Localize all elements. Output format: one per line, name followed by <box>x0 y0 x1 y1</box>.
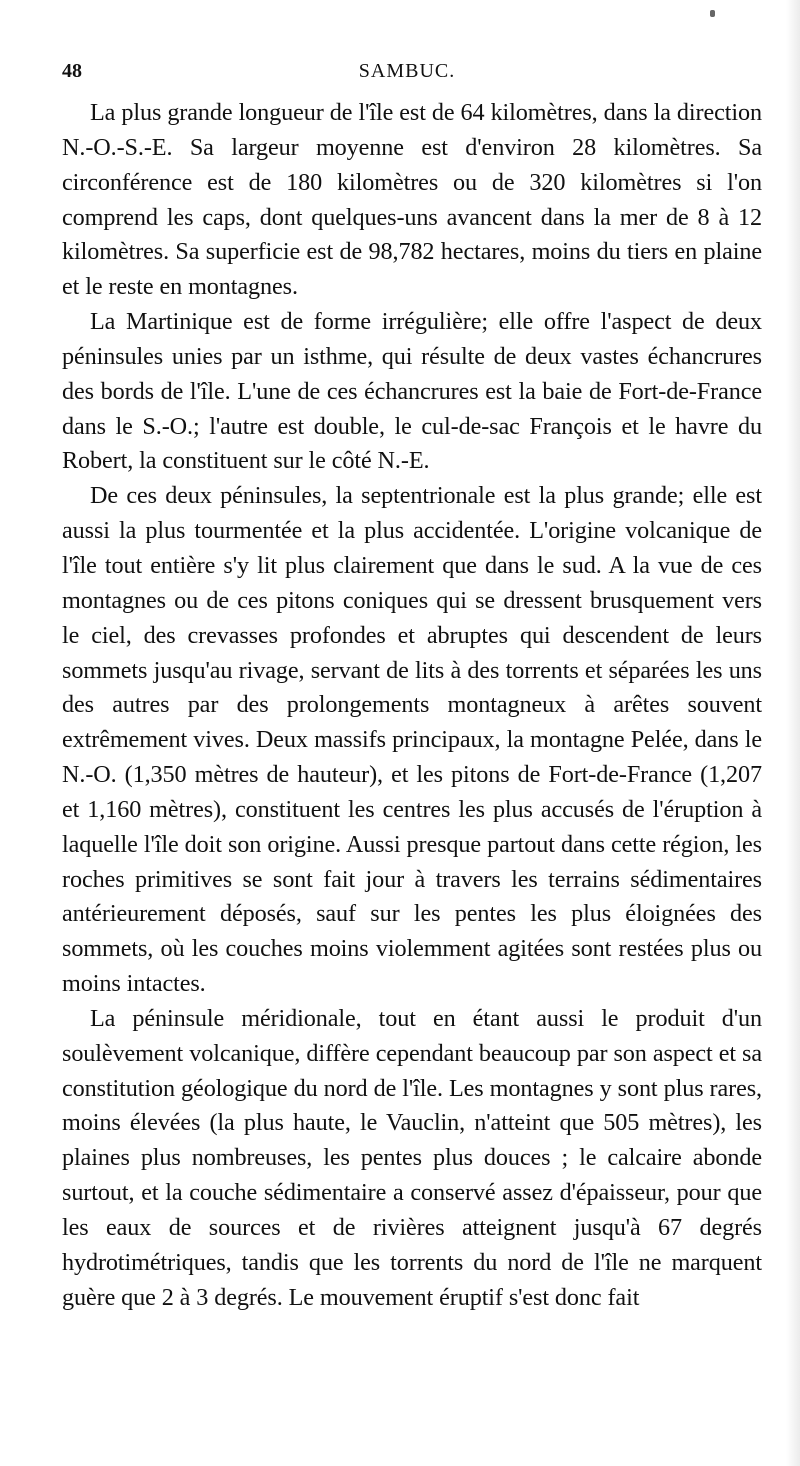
paragraph: La Martinique est de forme irrégulière; elle offre l'aspect de deux péninsules unies par un isthme, qui résulte de deux vastes échancrures des bords de l'île. L'une de ces échancrures est la baie de Fort-de-France dans le S.-O.; l'autre est double, le cul-de-sac François et le havre du Robert, la constituent sur le côté N.-E. <box>62 308 762 475</box>
running-head: SAMBUC. <box>358 60 456 82</box>
page-number: 48 <box>62 60 82 82</box>
page-header <box>62 60 752 86</box>
paragraph: La péninsule méridionale, tout en étant aussi le produit d'un soulèvement volcanique, diffère cependant beaucoup par son aspect et sa constitution géologique du nord de l'île. Les montagnes y sont plus rares, moins élevées (la plus haute, le Vauclin, n'atteint que 505 mètres), les plaines plus nombreuses, les pentes plus douces ; le calcaire abonde surtout, et la couche sédimentaire a conservé assez d'épaisseur, pour que les eaux de sources et de rivières atteignent jusqu'à 67 degrés hydrotimétriques, tandis que les torrents du nord de l'île ne marquent guère que 2 à 3 degrés. Le mouvement éruptif s'est donc fait <box>62 1004 762 1311</box>
body-text <box>62 96 762 1316</box>
ink-mark <box>710 10 715 17</box>
paragraph: La plus grande longueur de l'île est de 64 kilomètres, dans la direction N.-O.-S.-E. Sa largeur moyenne est d'environ 28 kilomètres. Sa circonférence est de 180 kilomètres ou de 320 kilomètres si l'on comprend les caps, dont quelques-uns avancent dans la mer de 8 à 12 kilomètres. Sa superficie est de 98,782 hectares, moins du tiers en plaine et le reste en montagnes. <box>62 99 762 301</box>
paragraph: De ces deux péninsules, la septentrionale est la plus grande; elle est aussi la plus tourmentée et la plus accidentée. L'origine volcanique de l'île tout entière s'y lit plus clairement que dans le sud. A la vue de ces montagnes ou de ces pitons coniques qui se dressent brusquement vers le ciel, des crevasses profondes et abruptes qui descendent de leurs sommets jusqu'au rivage, servant de lits à des torrents et séparées les uns des autres par des prolongements montagneux à arêtes souvent extrêmement vives. Deux massifs principaux, la montagne Pelée, dans le N.-O. (1,350 mètres de hauteur), et les pitons de Fort-de-France (1,207 et 1,160 mètres), constituent les centres les plus accusés de l'éruption à laquelle l'île doit son origine. Aussi presque partout dans cette région, les roches primitives se sont fait jour à travers les terrains sédimentaires antérieurement déposés, sauf sur les pentes les plus éloignées des sommets, où les couches moins violemment agitées sont restées plus ou moins intactes. <box>62 482 762 998</box>
page-edge-shadow <box>786 0 800 1466</box>
